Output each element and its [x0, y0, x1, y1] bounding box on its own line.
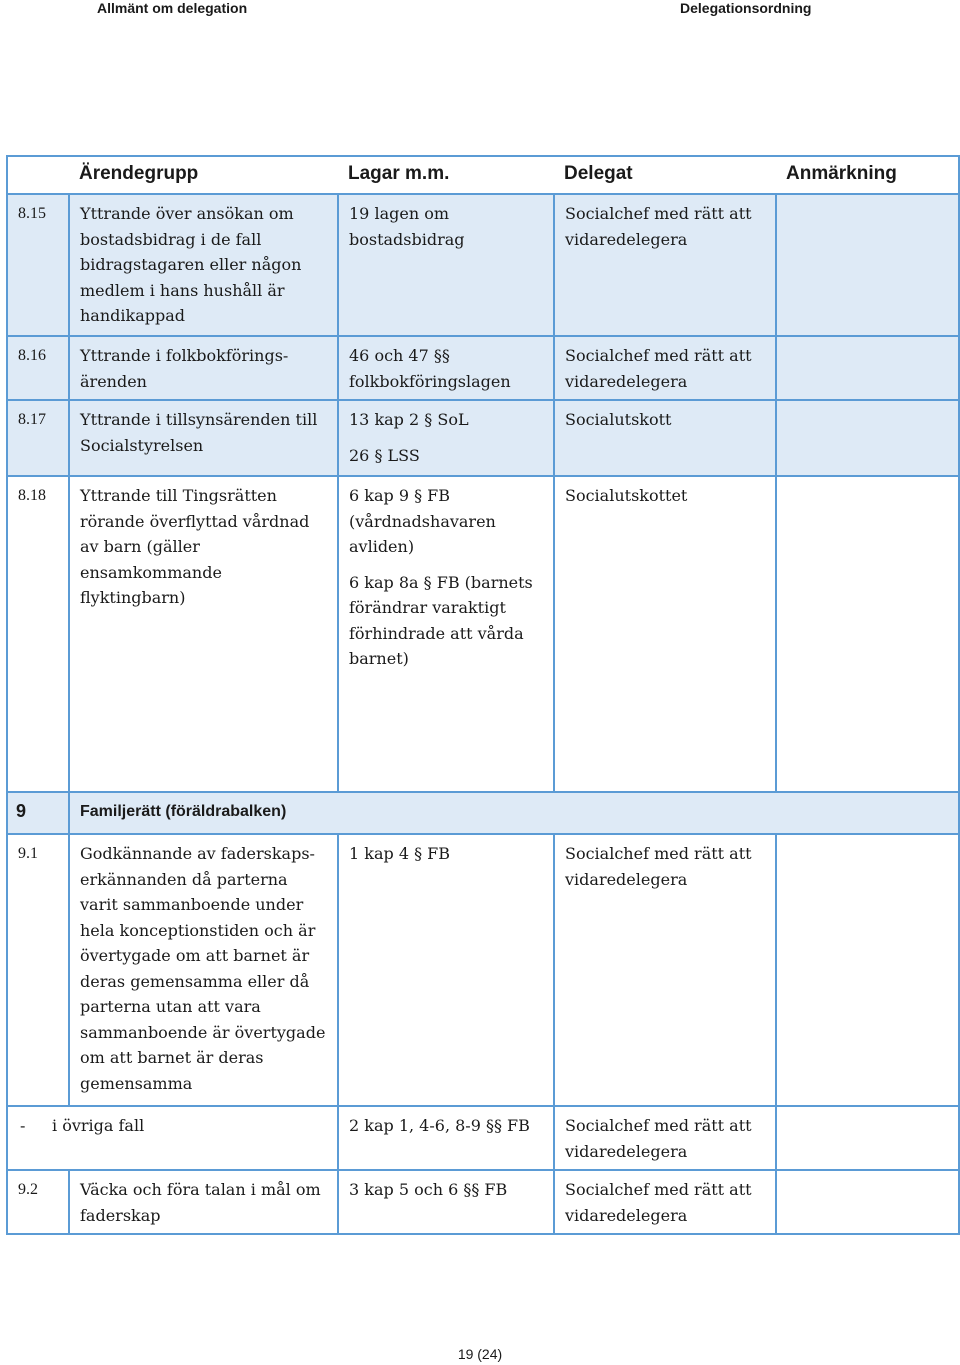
- row-lagar: 3 kap 5 och 6 §§ FB: [338, 1170, 554, 1234]
- header-delegat: Delegat: [554, 156, 776, 194]
- row-arende: Godkännande av faderskaps-erkännanden då parterna varit sammanboende under hela konceptionstiden och är övertygade om att barnet är deras gemensamma eller då parterna utan att vara sammanboende är övertygade om att barnet är deras gemensamma: [69, 834, 338, 1106]
- row-anmarkning: [776, 1106, 959, 1170]
- table-row: [7, 476, 959, 792]
- table-header-row: [7, 156, 959, 194]
- row-delegat: Socialchef med rätt att vidaredelegera: [554, 1106, 776, 1170]
- row-anmarkning: [776, 194, 959, 336]
- row-number: 9.1: [7, 834, 69, 1106]
- row-arende: Yttrande till Tingsrätten rörande överflyttad vårdnad av barn (gäller ensamkommande flyktingbarn): [69, 476, 338, 792]
- section-row: [7, 792, 959, 834]
- header-anmarkning: Anmärkning: [776, 156, 959, 194]
- row-arende: Yttrande i tillsynsärenden till Socialstyrelsen: [69, 400, 338, 476]
- table-row: [7, 400, 959, 476]
- row-number: 9.2: [7, 1170, 69, 1234]
- header-lagar: Lagar m.m.: [338, 156, 554, 194]
- header-num: [7, 156, 69, 194]
- row-delegat: Socialchef med rätt att vidaredelegera: [554, 1170, 776, 1234]
- row-number: 8.15: [7, 194, 69, 336]
- row-arende: Yttrande över ansökan om bostadsbidrag i de fall bidragstagaren eller någon medlem i hans hushåll är handikappad: [69, 194, 338, 336]
- row-lagar: [338, 400, 554, 476]
- lagar-line: 6 kap 8a § FB (barnets förändrar varaktigt förhindrade att vårda barnet): [349, 572, 533, 668]
- row-delegat: Socialchef med rätt att vidaredelegera: [554, 194, 776, 336]
- page-number: 19 (24): [457, 1346, 503, 1362]
- row-number: 8.16: [7, 336, 69, 400]
- row-arende-sub: [7, 1106, 338, 1170]
- header-arendegrupp: Ärendegrupp: [69, 156, 338, 194]
- row-delegat: Socialchef med rätt att vidaredelegera: [554, 834, 776, 1106]
- row-delegat: Socialchef med rätt att vidaredelegera: [554, 336, 776, 400]
- table-row: [7, 194, 959, 336]
- table-row: [7, 1170, 959, 1234]
- row-lagar: 1 kap 4 § FB: [338, 834, 554, 1106]
- row-delegat: Socialutskott: [554, 400, 776, 476]
- lagar-line: 26 § LSS: [349, 445, 420, 465]
- dash-marker: -: [20, 1116, 26, 1135]
- table-row: [7, 834, 959, 1106]
- row-anmarkning: [776, 400, 959, 476]
- section-title: Familjerätt (föräldrabalken): [69, 792, 959, 834]
- table-row: [7, 1106, 959, 1170]
- row-number: 8.17: [7, 400, 69, 476]
- row-lagar: 19 lagen om bostadsbidrag: [338, 194, 554, 336]
- row-anmarkning: [776, 834, 959, 1106]
- header-left-title: Allmänt om delegation: [97, 0, 248, 16]
- row-lagar: 2 kap 1, 4-6, 8-9 §§ FB: [338, 1106, 554, 1170]
- row-anmarkning: [776, 1170, 959, 1234]
- row-lagar: [338, 476, 554, 792]
- row-arende: Väcka och föra talan i mål om faderskap: [69, 1170, 338, 1234]
- section-number: 9: [7, 792, 69, 834]
- table-row: [7, 336, 959, 400]
- lagar-line: 6 kap 9 § FB (vårdnadshavaren avliden): [349, 486, 496, 556]
- lagar-line: 13 kap 2 § SoL: [349, 410, 469, 429]
- row-arende: Yttrande i folkbokförings-ärenden: [69, 336, 338, 400]
- row-delegat: Socialutskottet: [554, 476, 776, 792]
- delegation-table: [6, 155, 960, 1235]
- row-lagar: 46 och 47 §§ folkbokföringslagen: [338, 336, 554, 400]
- header-right-title: Delegationsordning: [680, 0, 812, 16]
- row-arende: i övriga fall: [52, 1116, 145, 1135]
- row-anmarkning: [776, 476, 959, 792]
- row-anmarkning: [776, 336, 959, 400]
- row-number: 8.18: [7, 476, 69, 792]
